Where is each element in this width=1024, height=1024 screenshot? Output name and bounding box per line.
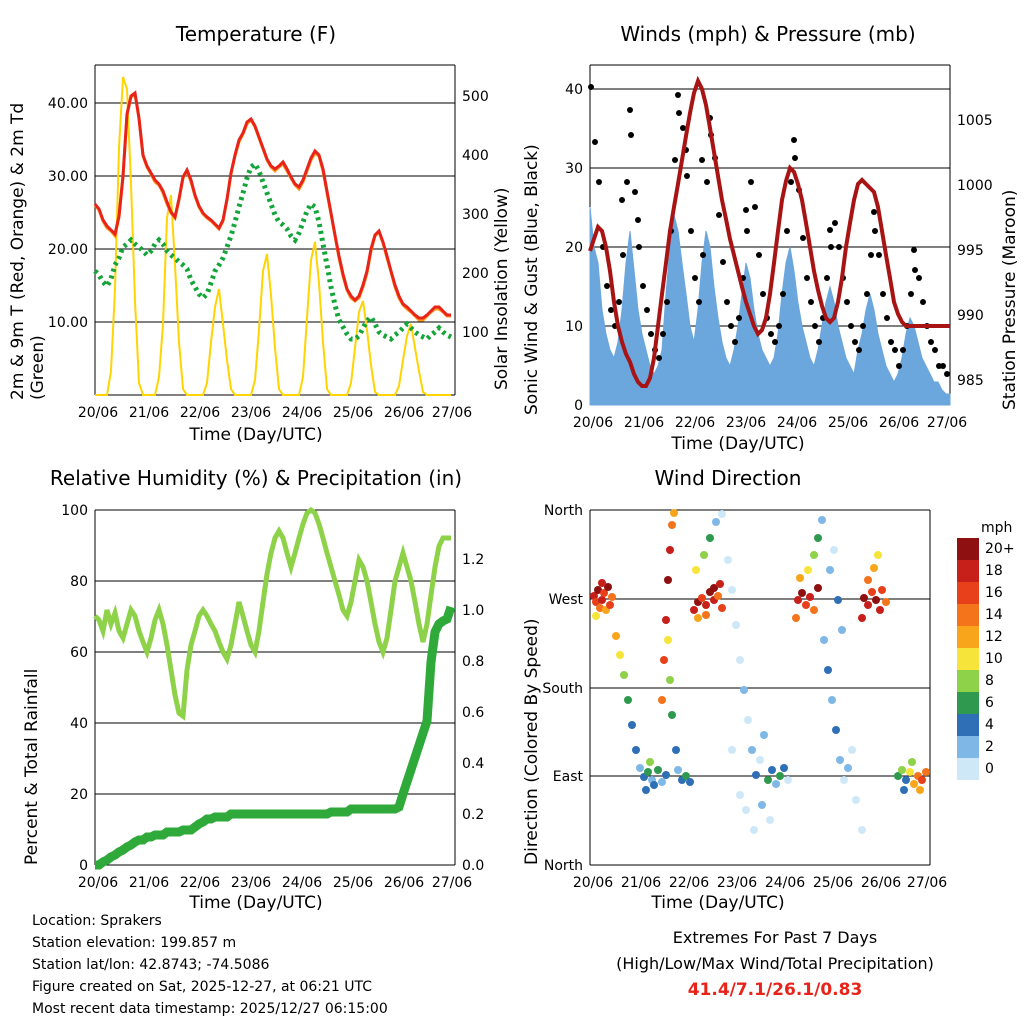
legend-row bbox=[957, 648, 1023, 670]
panel-wind-direction bbox=[512, 450, 1024, 913]
svg-text:26/06: 26/06 bbox=[383, 875, 425, 891]
svg-text:24/06: 24/06 bbox=[281, 875, 323, 891]
svg-text:West: West bbox=[548, 592, 583, 608]
legend-swatch bbox=[957, 692, 979, 714]
svg-text:1.2: 1.2 bbox=[462, 552, 485, 568]
extremes-heading: Extremes For Past 7 Days bbox=[672, 928, 878, 947]
panel-temperature bbox=[0, 0, 512, 445]
svg-text:22/06: 22/06 bbox=[179, 405, 221, 421]
svg-text:40: 40 bbox=[565, 82, 583, 98]
svg-text:27/06: 27/06 bbox=[431, 405, 473, 421]
svg-text:21/06: 21/06 bbox=[620, 875, 662, 891]
svg-text:25/06: 25/06 bbox=[812, 875, 854, 891]
svg-text:0.0: 0.0 bbox=[462, 858, 485, 874]
svg-text:0.2: 0.2 bbox=[462, 807, 485, 823]
legend-label: 20+ bbox=[985, 541, 1015, 557]
humidity-y-ticks-right bbox=[462, 552, 484, 874]
info-elevation: Station elevation: 199.857 m bbox=[32, 935, 237, 951]
legend-row bbox=[957, 758, 1023, 780]
svg-text:25/06: 25/06 bbox=[332, 875, 374, 891]
station-info bbox=[32, 910, 388, 1020]
extremes-summary bbox=[560, 925, 990, 1003]
svg-text:400: 400 bbox=[462, 148, 489, 164]
humidity-plot bbox=[0, 450, 512, 891]
svg-text:0: 0 bbox=[79, 858, 88, 874]
humidity-x-ticks bbox=[78, 875, 472, 891]
humidity-title: Relative Humidity (%) & Precipitation (in) bbox=[49, 466, 463, 490]
series-solar-insolation bbox=[95, 77, 451, 395]
svg-text:1.0: 1.0 bbox=[462, 603, 485, 619]
svg-text:23/06: 23/06 bbox=[716, 875, 758, 891]
temperature-y-axis-title-right: Solar Insolation (Yellow) bbox=[492, 187, 512, 390]
winds-y-axis-title-right: Station Pressure (Maroon) bbox=[1000, 189, 1020, 410]
wind-direction-y-ticks bbox=[542, 503, 583, 874]
svg-text:0.8: 0.8 bbox=[462, 654, 485, 670]
svg-text:22/06: 22/06 bbox=[668, 875, 710, 891]
svg-text:100: 100 bbox=[61, 503, 88, 519]
legend-rows bbox=[957, 538, 1023, 780]
svg-text:100: 100 bbox=[462, 325, 489, 341]
winds-plot bbox=[512, 0, 1024, 431]
legend-label: 0 bbox=[985, 761, 994, 777]
legend-label: 10 bbox=[985, 651, 1003, 667]
svg-text:200: 200 bbox=[462, 266, 489, 282]
svg-text:990: 990 bbox=[957, 308, 984, 324]
wind-direction-y-axis-title: Direction (Colored By Speed) bbox=[522, 618, 542, 865]
legend-label: 14 bbox=[985, 607, 1003, 623]
legend-row bbox=[957, 692, 1023, 714]
svg-text:20/06: 20/06 bbox=[572, 415, 614, 431]
info-latlon: Station lat/lon: 42.8743; -74.5086 bbox=[32, 957, 270, 973]
svg-text:23/06: 23/06 bbox=[230, 405, 272, 421]
legend-label: 18 bbox=[985, 563, 1003, 579]
winds-x-ticks bbox=[573, 415, 967, 431]
legend-swatch bbox=[957, 736, 979, 758]
svg-text:26/06: 26/06 bbox=[878, 415, 920, 431]
legend-label: 8 bbox=[985, 673, 994, 689]
svg-text:0: 0 bbox=[574, 398, 583, 414]
svg-text:20.00: 20.00 bbox=[47, 242, 88, 258]
wind-direction-points bbox=[590, 509, 930, 834]
svg-text:985: 985 bbox=[957, 373, 984, 389]
wind-direction-gridlines bbox=[590, 510, 930, 865]
extremes-values: 41.4/7.1/26.1/0.83 bbox=[687, 980, 863, 1000]
winds-y-ticks-right bbox=[957, 113, 993, 389]
legend-label: 6 bbox=[985, 695, 994, 711]
temperature-title: Temperature (F) bbox=[175, 22, 337, 46]
svg-text:27/06: 27/06 bbox=[906, 875, 948, 891]
winds-x-axis-title: Time (Day/UTC) bbox=[671, 434, 805, 454]
svg-text:30.00: 30.00 bbox=[47, 169, 88, 185]
svg-text:20/06: 20/06 bbox=[77, 405, 119, 421]
svg-text:20: 20 bbox=[70, 787, 88, 803]
svg-text:24/06: 24/06 bbox=[281, 405, 323, 421]
legend-swatch bbox=[957, 582, 979, 604]
svg-text:25/06: 25/06 bbox=[332, 405, 374, 421]
panel-winds-pressure bbox=[512, 0, 1024, 454]
svg-text:24/06: 24/06 bbox=[764, 875, 806, 891]
winds-title: Winds (mph) & Pressure (mb) bbox=[620, 22, 916, 46]
legend-swatch bbox=[957, 758, 979, 780]
svg-text:21/06: 21/06 bbox=[623, 415, 665, 431]
svg-text:995: 995 bbox=[957, 243, 984, 259]
legend-row bbox=[957, 626, 1023, 648]
svg-text:26/06: 26/06 bbox=[383, 405, 425, 421]
svg-text:30: 30 bbox=[565, 161, 583, 177]
svg-text:23/06: 23/06 bbox=[230, 875, 272, 891]
svg-text:20/06: 20/06 bbox=[572, 875, 614, 891]
svg-text:0.4: 0.4 bbox=[462, 756, 485, 772]
temperature-y-ticks-right bbox=[462, 89, 489, 341]
legend-row bbox=[957, 736, 1023, 758]
svg-text:10.00: 10.00 bbox=[47, 315, 88, 331]
legend-label: 4 bbox=[985, 717, 994, 733]
svg-text:0.6: 0.6 bbox=[462, 705, 485, 721]
legend-row bbox=[957, 670, 1023, 692]
humidity-x-axis-title: Time (Day/UTC) bbox=[189, 893, 323, 913]
winds-y-axis-title: Sonic Wind & Gust (Blue, Black) bbox=[522, 144, 542, 415]
series-relative-humidity bbox=[95, 510, 451, 716]
svg-text:80: 80 bbox=[70, 574, 88, 590]
svg-text:22/06: 22/06 bbox=[179, 875, 221, 891]
temperature-x-ticks bbox=[78, 405, 472, 421]
legend-swatch bbox=[957, 648, 979, 670]
info-recent-timestamp: Most recent data timestamp: 2025/12/27 06:15:00 bbox=[32, 1001, 388, 1017]
svg-text:North: North bbox=[543, 858, 583, 874]
wind-direction-x-axis-title: Time (Day/UTC) bbox=[651, 893, 785, 913]
legend-row bbox=[957, 582, 1023, 604]
svg-text:60: 60 bbox=[70, 645, 88, 661]
svg-text:21/06: 21/06 bbox=[128, 875, 170, 891]
humidity-y-ticks-left bbox=[61, 503, 88, 874]
legend-label: 2 bbox=[985, 739, 994, 755]
legend-swatch bbox=[957, 714, 979, 736]
svg-text:500: 500 bbox=[462, 89, 489, 105]
svg-text:25/06: 25/06 bbox=[827, 415, 869, 431]
winds-y-ticks-left bbox=[565, 82, 583, 414]
temperature-x-axis-title: Time (Day/UTC) bbox=[189, 425, 323, 445]
wind-speed-legend bbox=[957, 520, 1023, 780]
legend-row bbox=[957, 604, 1023, 626]
legend-title: mph bbox=[981, 520, 1013, 536]
svg-text:South: South bbox=[542, 681, 583, 697]
info-location: Location: Sprakers bbox=[32, 913, 162, 929]
wind-direction-title: Wind Direction bbox=[654, 466, 802, 490]
svg-text:East: East bbox=[552, 769, 583, 785]
legend-swatch bbox=[957, 670, 979, 692]
legend-swatch bbox=[957, 538, 979, 560]
svg-text:1005: 1005 bbox=[957, 113, 993, 129]
svg-text:300: 300 bbox=[462, 207, 489, 223]
temperature-y-axis-title: 2m & 9m T (Red, Orange) & 2m Td (Green) bbox=[8, 102, 48, 400]
temperature-y-ticks-left bbox=[48, 96, 88, 331]
legend-row bbox=[957, 560, 1023, 582]
legend-swatch bbox=[957, 560, 979, 582]
svg-text:1000: 1000 bbox=[957, 178, 993, 194]
svg-text:20/06: 20/06 bbox=[77, 875, 119, 891]
legend-row bbox=[957, 714, 1023, 736]
svg-text:23/06: 23/06 bbox=[725, 415, 767, 431]
svg-text:24/06: 24/06 bbox=[776, 415, 818, 431]
svg-text:North: North bbox=[543, 503, 583, 519]
svg-text:10: 10 bbox=[565, 319, 583, 335]
svg-text:27/06: 27/06 bbox=[926, 415, 968, 431]
wind-direction-x-ticks bbox=[573, 875, 947, 891]
temperature-plot bbox=[0, 0, 512, 420]
info-figure-created: Figure created on Sat, 2025-12-27, at 06:21 UTC bbox=[32, 979, 373, 995]
svg-text:21/06: 21/06 bbox=[128, 405, 170, 421]
svg-text:22/06: 22/06 bbox=[674, 415, 716, 431]
humidity-y-axis-title: Percent & Total Rainfall bbox=[22, 668, 42, 865]
panel-humidity-precip bbox=[0, 450, 512, 913]
legend-label: 16 bbox=[985, 585, 1003, 601]
legend-swatch bbox=[957, 626, 979, 648]
svg-text:40.00: 40.00 bbox=[47, 96, 88, 112]
extremes-subheading: (High/Low/Max Wind/Total Precipitation) bbox=[616, 954, 934, 973]
svg-text:20: 20 bbox=[565, 240, 583, 256]
svg-text:40: 40 bbox=[70, 716, 88, 732]
svg-text:26/06: 26/06 bbox=[860, 875, 902, 891]
legend-row bbox=[957, 538, 1023, 560]
svg-text:27/06: 27/06 bbox=[431, 875, 473, 891]
wind-direction-plot bbox=[512, 450, 1024, 891]
legend-swatch bbox=[957, 604, 979, 626]
legend-label: 12 bbox=[985, 629, 1003, 645]
